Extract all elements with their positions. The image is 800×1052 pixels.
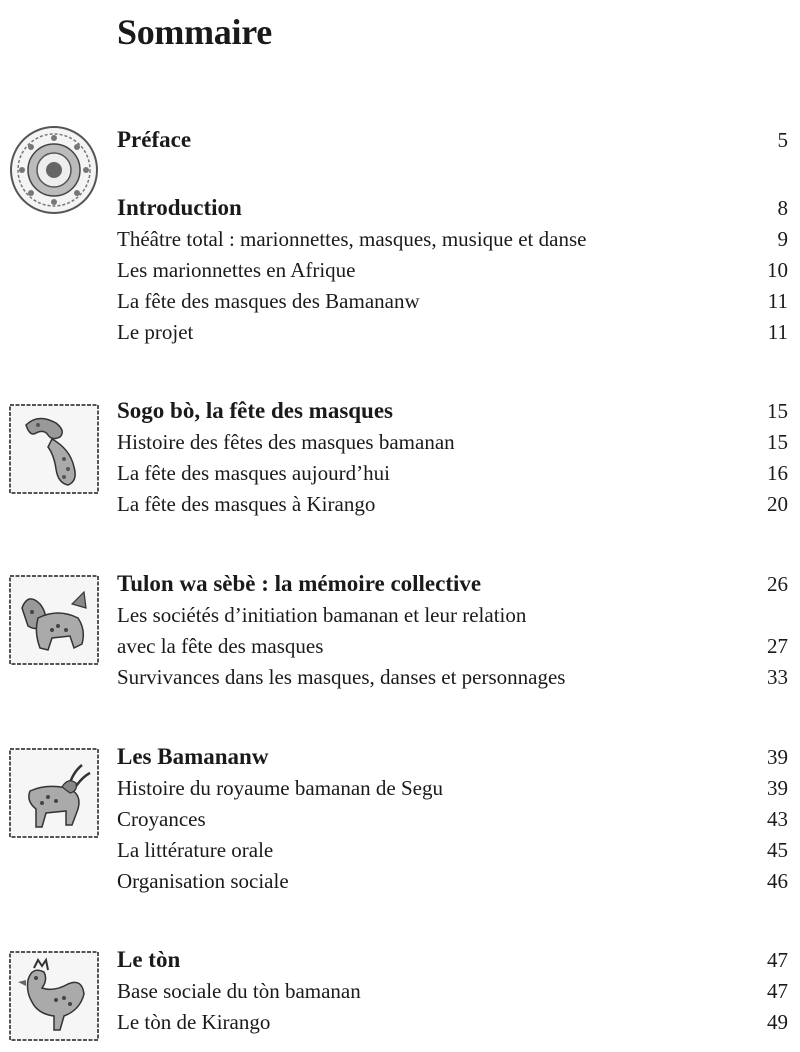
toc-entry-label: La littérature orale [117, 838, 274, 862]
toc-entry-label: avec la fête des masques [117, 634, 324, 658]
toc-entry-label: Le tòn de Kirango [117, 1010, 271, 1034]
toc-entry[interactable] [117, 835, 788, 866]
toc-page-number: 49 [767, 1010, 788, 1034]
toc-entry[interactable] [117, 976, 788, 1007]
toc-heading-le-ton[interactable] [117, 944, 788, 975]
toc-entry-label: Croyances [117, 807, 206, 831]
toc-entry[interactable] [117, 1007, 788, 1038]
toc-entry[interactable] [117, 804, 788, 835]
toc-entry-label: Théâtre total : marionnettes, masques, musique et danse [117, 227, 587, 251]
page-title: Sommaire [117, 12, 272, 52]
toc-entry[interactable] [117, 866, 788, 897]
toc-entry-label: Organisation sociale [117, 869, 289, 893]
toc-page-number: 45 [767, 838, 788, 862]
toc-page-number: 15 [767, 430, 788, 454]
toc-heading-label: Tulon wa sèbè : la mémoire collective [117, 571, 482, 596]
toc-page-number: 8 [777, 196, 788, 220]
rooster-icon [8, 950, 100, 1042]
toc-page-number: 9 [777, 227, 788, 251]
antelope-icon [8, 747, 100, 839]
toc-page-number: 11 [767, 289, 788, 313]
toc-entry[interactable] [117, 662, 788, 693]
toc-entry[interactable] [117, 255, 788, 286]
toc-page-number: 39 [767, 745, 788, 769]
toc-heading-label: Le tòn [117, 947, 181, 972]
toc-entry-label: La fête des masques aujourd’hui [117, 461, 390, 485]
toc-entry[interactable] [117, 286, 788, 317]
toc-page-number: 26 [767, 572, 788, 596]
toc-entry[interactable] [117, 224, 788, 255]
toc-entry[interactable] [117, 317, 788, 348]
toc-page-number: 39 [767, 776, 788, 800]
toc-entry-label: Base sociale du tòn bamanan [117, 979, 361, 1003]
toc-heading-preface[interactable] [117, 124, 788, 155]
toc-heading-label: Sogo bò, la fête des masques [117, 398, 394, 423]
toc-entry-label: Le projet [117, 320, 194, 344]
toc-entry-label: Histoire des fêtes des masques bamanan [117, 430, 455, 454]
toc-entry[interactable] [117, 458, 788, 489]
toc-entry-label: La fête des masques des Bamananw [117, 289, 420, 313]
toc-entry-label: Les marionnettes en Afrique [117, 258, 356, 282]
toc-page-number: 15 [767, 399, 788, 423]
toc-page-number: 20 [767, 492, 788, 516]
toc-heading-tulon-wa-sebe[interactable] [117, 568, 788, 599]
toc-heading-label: Préface [117, 127, 192, 152]
toc-page-number: 10 [767, 258, 788, 282]
toc-heading-introduction[interactable] [117, 192, 788, 223]
toc-entry-label: La fête des masques à Kirango [117, 492, 376, 516]
toc-entry[interactable] [117, 631, 788, 662]
toc-page-number: 11 [767, 320, 788, 344]
toc-entry[interactable] [117, 773, 788, 804]
toc-entry[interactable] [117, 600, 788, 631]
toc-page-number: 47 [767, 979, 788, 1003]
toc-entry[interactable] [117, 489, 788, 520]
toc-entry[interactable] [117, 427, 788, 458]
toc-page-number: 43 [767, 807, 788, 831]
rosette-icon [8, 124, 100, 216]
toc-entry-label: Survivances dans les masques, danses et personnages [117, 665, 566, 689]
toc-page-number: 46 [767, 869, 788, 893]
toc-entry-label: Les sociétés d’initiation bamanan et leur relation [117, 603, 527, 627]
toc-heading-les-bamananw[interactable] [117, 741, 788, 772]
toc-page-number: 27 [767, 634, 788, 658]
mask-bird-icon [8, 403, 100, 495]
toc-heading-label: Les Bamananw [117, 744, 269, 769]
toc-page-number: 5 [777, 128, 788, 152]
toc-page-number: 16 [767, 461, 788, 485]
toc-entry-label: Histoire du royaume bamanan de Segu [117, 776, 443, 800]
toc-heading-sogo-bo[interactable] [117, 395, 788, 426]
toc-page-number: 33 [767, 665, 788, 689]
toc-page-number: 47 [767, 948, 788, 972]
mask-animal-icon [8, 574, 100, 666]
toc-heading-label: Introduction [117, 195, 242, 220]
